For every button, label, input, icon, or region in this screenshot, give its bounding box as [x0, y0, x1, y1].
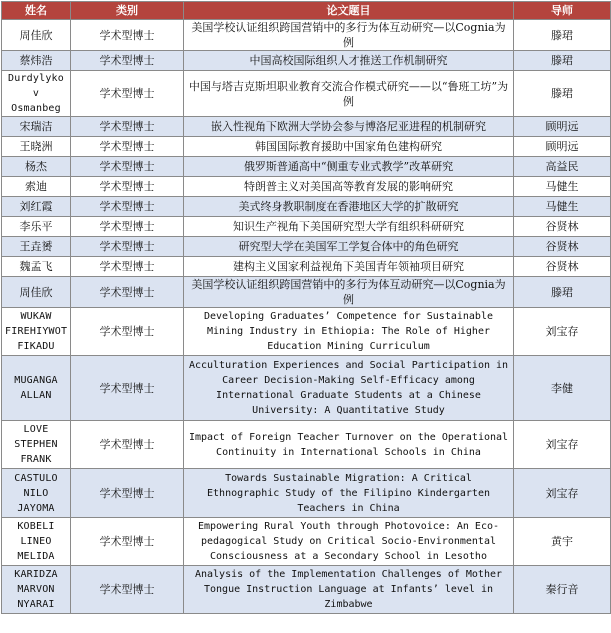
- thesis-table: [1, 1, 611, 614]
- advisor-name: 顾明远: [514, 117, 611, 137]
- header-category: 类别: [71, 2, 184, 20]
- student-name: Durdylyko v Osmanbeg: [2, 71, 71, 117]
- table-row: [2, 469, 611, 518]
- table-row: [2, 421, 611, 469]
- thesis-title: 特朗普主义对美国高等教育发展的影响研究: [184, 177, 514, 197]
- header-name: 姓名: [2, 2, 71, 20]
- thesis-title: 知识生产视角下美国研究型大学有组织科研研究: [184, 217, 514, 237]
- table-row: [2, 566, 611, 614]
- table-row: [2, 157, 611, 177]
- table-row: [2, 257, 611, 277]
- thesis-title: 中国与塔吉克斯坦职业教育交流合作模式研究——以“鲁班工坊”为例: [184, 71, 514, 117]
- degree-category: 学术型博士: [71, 71, 184, 117]
- thesis-title: 美国学校认证组织跨国营销中的多行为体互动研究—以Cognia为例: [184, 277, 514, 308]
- thesis-title: Impact of Foreign Teacher Turnover on the Operational Continuity in International Schools in China: [184, 421, 514, 469]
- student-name: 蔡炜浩: [2, 51, 71, 71]
- student-name: WUKAW FIREHIYWOT FIKADU: [2, 308, 71, 356]
- student-name: 索迪: [2, 177, 71, 197]
- student-name: 宋瑞洁: [2, 117, 71, 137]
- advisor-name: 谷贤林: [514, 217, 611, 237]
- degree-category: 学术型博士: [71, 197, 184, 217]
- student-name: KARIDZA MARVON NYARAI: [2, 566, 71, 614]
- advisor-name: 滕珺: [514, 277, 611, 308]
- advisor-name: 马健生: [514, 197, 611, 217]
- degree-category: 学术型博士: [71, 257, 184, 277]
- degree-category: 学术型博士: [71, 277, 184, 308]
- student-name: 周佳欣: [2, 277, 71, 308]
- thesis-title: 韩国国际教育援助中国家角色建构研究: [184, 137, 514, 157]
- degree-category: 学术型博士: [71, 51, 184, 71]
- degree-category: 学术型博士: [71, 177, 184, 197]
- thesis-title: Towards Sustainable Migration: A Critical Ethnographic Study of the Filipino Kindergarten Teachers in China: [184, 469, 514, 518]
- degree-category: 学术型博士: [71, 566, 184, 614]
- table-row: [2, 356, 611, 421]
- advisor-name: 谷贤林: [514, 237, 611, 257]
- student-name: 周佳欣: [2, 20, 71, 51]
- table-row: [2, 51, 611, 71]
- advisor-name: 刘宝存: [514, 421, 611, 469]
- thesis-title: Analysis of the Implementation Challenges of Mother Tongue Instruction Language at Infants’ level in Zimbabwe: [184, 566, 514, 614]
- advisor-name: 高益民: [514, 157, 611, 177]
- student-name: 魏孟飞: [2, 257, 71, 277]
- student-name: KOBELI LINEO MELIDA: [2, 518, 71, 566]
- student-name: 李乐平: [2, 217, 71, 237]
- header-advisor: 导师: [514, 2, 611, 20]
- degree-category: 学术型博士: [71, 20, 184, 51]
- degree-category: 学术型博士: [71, 217, 184, 237]
- table-row: [2, 137, 611, 157]
- student-name: 杨杰: [2, 157, 71, 177]
- header-title: 论文题目: [184, 2, 514, 20]
- advisor-name: 刘宝存: [514, 308, 611, 356]
- degree-category: 学术型博士: [71, 308, 184, 356]
- table-row: [2, 177, 611, 197]
- advisor-name: 顾明远: [514, 137, 611, 157]
- table-row: [2, 197, 611, 217]
- table-row: [2, 217, 611, 237]
- degree-category: 学术型博士: [71, 421, 184, 469]
- thesis-title: 美国学校认证组织跨国营销中的多行为体互动研究—以Cognia为例: [184, 20, 514, 51]
- degree-category: 学术型博士: [71, 237, 184, 257]
- degree-category: 学术型博士: [71, 157, 184, 177]
- table-row: [2, 71, 611, 117]
- table-header-row: [2, 2, 611, 20]
- thesis-title: Developing Graduates’ Competence for Sustainable Mining Industry in Ethiopia: The Role of Higher Education Mining Curriculum: [184, 308, 514, 356]
- advisor-name: 李健: [514, 356, 611, 421]
- thesis-title: 研究型大学在美国军工学复合体中的角色研究: [184, 237, 514, 257]
- student-name: 刘红霞: [2, 197, 71, 217]
- advisor-name: 黄宇: [514, 518, 611, 566]
- student-name: CASTULO NILO JAYOMA: [2, 469, 71, 518]
- degree-category: 学术型博士: [71, 518, 184, 566]
- table-row: [2, 277, 611, 308]
- table-row: [2, 237, 611, 257]
- student-name: 王垚赟: [2, 237, 71, 257]
- thesis-title: 俄罗斯普通高中“侧重专业式教学”改革研究: [184, 157, 514, 177]
- degree-category: 学术型博士: [71, 117, 184, 137]
- degree-category: 学术型博士: [71, 356, 184, 421]
- advisor-name: 刘宝存: [514, 469, 611, 518]
- advisor-name: 秦行音: [514, 566, 611, 614]
- advisor-name: 滕珺: [514, 20, 611, 51]
- degree-category: 学术型博士: [71, 137, 184, 157]
- table-row: [2, 20, 611, 51]
- thesis-title: Empowering Rural Youth through Photovoice: An Eco-pedagogical Study on Critical Socio-Environmental Consciousness at a Secondary School in Lesotho: [184, 518, 514, 566]
- advisor-name: 谷贤林: [514, 257, 611, 277]
- advisor-name: 滕珺: [514, 51, 611, 71]
- student-name: 王晓洲: [2, 137, 71, 157]
- thesis-title: 美式终身教职制度在香港地区大学的扩散研究: [184, 197, 514, 217]
- thesis-title: 中国高校国际组织人才推送工作机制研究: [184, 51, 514, 71]
- table-row: [2, 518, 611, 566]
- thesis-title: 嵌入性视角下欧洲大学协会参与博洛尼亚进程的机制研究: [184, 117, 514, 137]
- advisor-name: 滕珺: [514, 71, 611, 117]
- table-row: [2, 117, 611, 137]
- degree-category: 学术型博士: [71, 469, 184, 518]
- student-name: MUGANGA ALLAN: [2, 356, 71, 421]
- thesis-title: 建构主义国家利益视角下美国青年领袖项目研究: [184, 257, 514, 277]
- table-row: [2, 308, 611, 356]
- thesis-title: Acculturation Experiences and Social Participation in Career Decision-Making Self-Efficacy among International Graduate Students at a Chinese University: A Quantitative Study: [184, 356, 514, 421]
- advisor-name: 马健生: [514, 177, 611, 197]
- student-name: LOVE STEPHEN FRANK: [2, 421, 71, 469]
